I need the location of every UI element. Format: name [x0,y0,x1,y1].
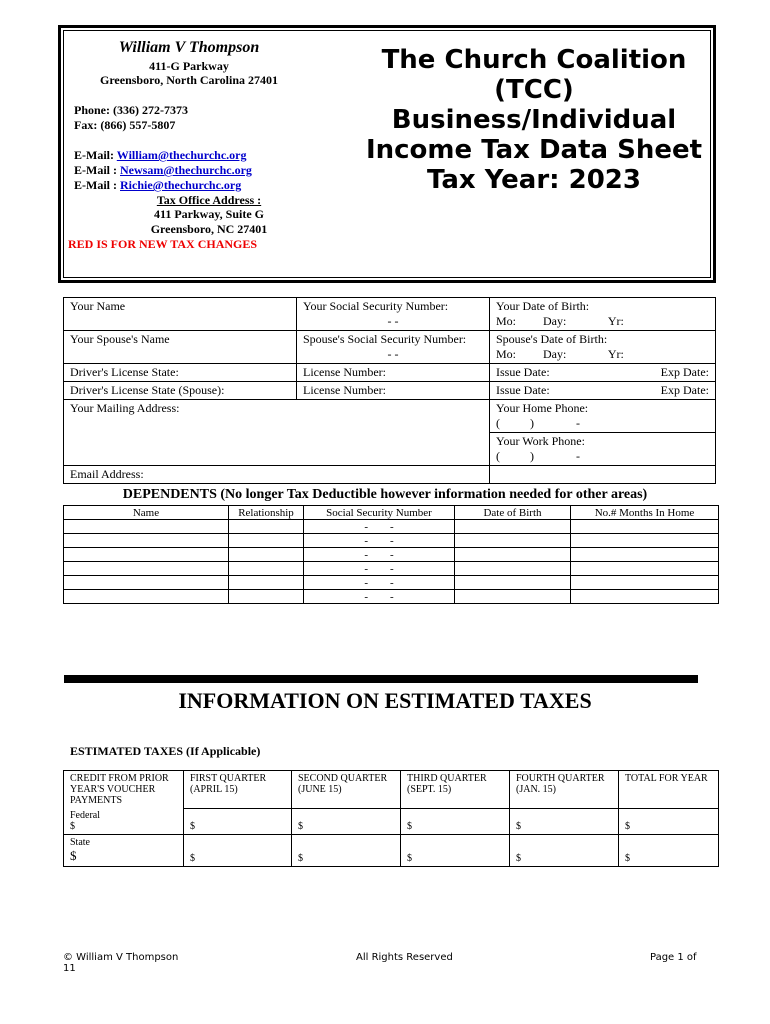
email-row-3: E-Mail : Richie@thechurchc.org [74,178,242,192]
federal-row[interactable]: Federal $ $ $ $ $ $ [64,808,719,835]
tax-office-line-2: Greensboro, NC 27401 [150,222,268,236]
home-phone-field[interactable]: Your Home Phone: ( ) - [490,400,716,433]
email-link-1[interactable]: William@thechurchc.org [116,148,247,162]
estimated-taxes-heading: INFORMATION ON ESTIMATED TAXES [178,688,592,713]
email-link-3[interactable]: Richie@thechurchc.org [120,178,242,192]
license-number-field[interactable]: License Number: [297,364,490,382]
license-number-spouse-field[interactable]: License Number: [297,382,490,400]
tax-office-line-1: 411 Parkway, Suite G [153,207,264,221]
dl-state-field[interactable]: Driver's License State: [64,364,297,382]
tax-office-label: Tax Office Address : [156,193,262,207]
section-divider [64,675,698,683]
document-title: The Church Coalition (TCC) Business/Individual Income Tax Data Sheet Tax Year: 2023 [365,45,703,195]
table-row[interactable]: - - [64,520,719,534]
email-link-2[interactable]: Newsam@thechurchc.org [120,163,252,177]
table-row[interactable]: - - [64,576,719,590]
table-row[interactable]: - - [64,562,719,576]
ssn-field[interactable]: Your Social Security Number: - - [297,298,490,331]
dl-dates-spouse-field[interactable]: Issue Date: Exp Date: [490,382,716,400]
fax: Fax: (866) 557-5807 [74,118,176,132]
dl-dates-field[interactable]: Issue Date: Exp Date: [490,364,716,382]
dependents-table [63,505,719,604]
footer-rights: All Rights Reserved [356,952,453,963]
address-line-1: 411-G Parkway [149,59,229,73]
table-row[interactable]: - - [64,548,719,562]
dl-state-spouse-field[interactable]: Driver's License State (Spouse): [64,382,297,400]
red-note: RED IS FOR NEW TAX CHANGES [68,237,258,251]
footer-copyright: © William V Thompson 11 [63,952,179,974]
email-address-field[interactable]: Email Address: [64,466,490,484]
estimated-taxes-subheading: ESTIMATED TAXES (If Applicable) [70,744,261,758]
dependents-title: DEPENDENTS (No longer Tax Deductible however information needed for other areas) [122,487,648,502]
email-row-2: E-Mail : Newsam@thechurchc.org [74,163,252,177]
email-row-1: E-Mail: William@thechurchc.org [74,148,247,162]
header-box [58,25,716,283]
work-phone-field[interactable]: Your Work Phone: ( ) - [490,433,716,466]
table-row[interactable]: - - [64,534,719,548]
your-name-field[interactable]: Your Name [64,298,297,331]
spouse-dob-field[interactable]: Spouse's Date of Birth: Mo: Day: Yr: [490,331,716,364]
preparer-name: William V Thompson [118,39,260,56]
spouse-name-field[interactable]: Your Spouse's Name [64,331,297,364]
state-row[interactable]: State $ $ $ $ $ $ [64,835,719,867]
spouse-ssn-field[interactable]: Spouse's Social Security Number: - - [297,331,490,364]
personal-info-table [63,297,716,484]
address-line-2: Greensboro, North Carolina 27401 [99,73,278,87]
estimated-header-row: CREDIT FROM PRIOR YEAR'S VOUCHER PAYMENTS FIRST QUARTER (APRIL 15) SECOND QUARTER (JUNE 15) THIRD QUARTER (SEPT. 15) FOURTH QUARTER (JAN. 15) TOTAL FOR YEAR [64,771,719,809]
mailing-address-field[interactable]: Your Mailing Address: [64,400,490,466]
dob-field[interactable]: Your Date of Birth: Mo: Day: Yr: [490,298,716,331]
estimated-taxes-table [63,770,719,867]
dependents-header-row: Name Relationship Social Security Number Date of Birth No.# Months In Home [64,506,719,520]
phone: Phone: (336) 272-7373 [74,103,188,117]
footer-page: Page 1 of [650,952,697,963]
table-row[interactable]: - - [64,590,719,604]
